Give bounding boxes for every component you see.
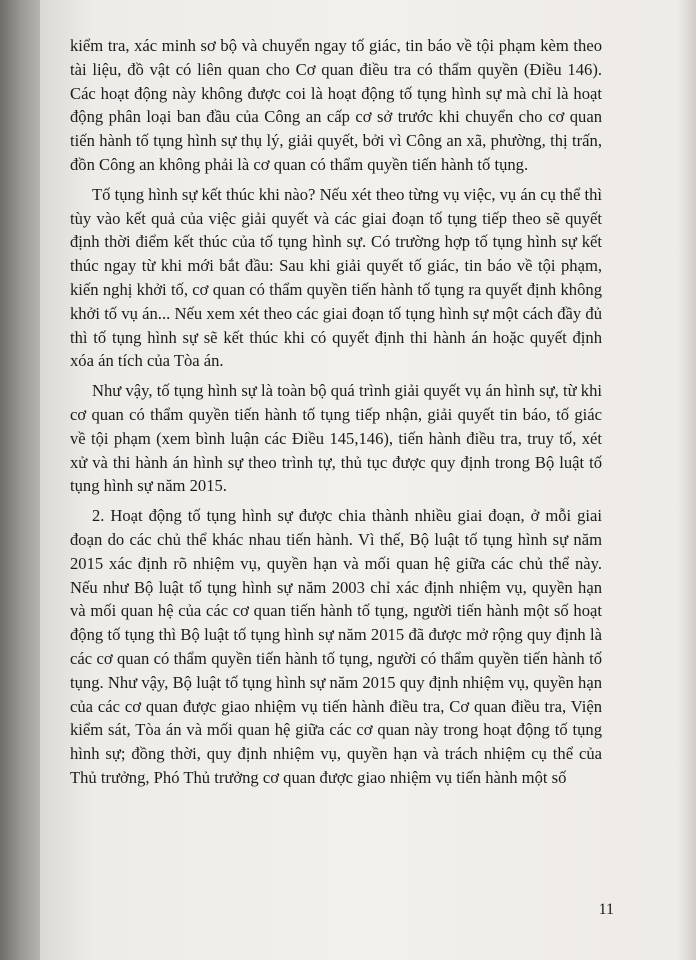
paragraph-definition-summary: Như vậy, tố tụng hình sự là toàn bộ quá trình giải quyết vụ án hình sự, từ khi cơ quan có thẩm quyền tiến hành tố tụng tiếp nhận, giải quyết tin báo, tố giác về tội phạm (xem bình luận các Điều 145,146), tiến hành điều tra, truy tố, xét xử và thi hành án hình sự theo trình tự, thủ tục được quy định trong Bộ luật tố tụng hình sự năm 2015. — [70, 381, 602, 496]
paragraph-continuation: kiểm tra, xác minh sơ bộ và chuyển ngay tố giác, tin báo về tội phạm kèm theo tài liệu, đồ vật có liên quan cho Cơ quan điều tra có thẩm quyền (Điều 146). Các hoạt động này không được coi là hoạt động tố tụng hình sự mà chỉ là hoạt động phân loại ban đầu của Công an cấp cơ sở trước khi chuyển cho cơ quan tiến hành tố tụng hình sự thụ lý, giải quyết, bởi vì Công an xã, phường, thị trấn, đồn Công an không phải là cơ quan có thẩm quyền tiến hành tố tụng. — [70, 36, 602, 174]
paragraph-end-of-proceedings: Tố tụng hình sự kết thúc khi nào? Nếu xét theo từng vụ việc, vụ án cụ thể thì tùy vào kết quả của việc giải quyết và các giai đoạn tố tụng tiếp theo sẽ quyết định thời điểm kết thúc của tố tụng hình sự. Có trường hợp tố tụng hình sự kết thúc ngay từ khi mới bắt đầu: Sau khi giải quyết tố giác, tin báo về tội phạm, kiến nghị khởi tố, cơ quan có thẩm quyền tiến hành tố tụng ra quyết định không khởi tố vụ án... Nếu xem xét theo các giai đoạn tố tụng hình sự một cách đầy đủ thì tố tụng hình sự sẽ kết thúc khi có quyết định thi hành án hoặc quyết định xóa án tích của Tòa án. — [70, 184, 602, 371]
page-body-text — [70, 34, 602, 796]
page-edge-shadow — [678, 0, 696, 960]
paragraph-point-2: 2. Hoạt động tố tụng hình sự được chia thành nhiều giai đoạn, ở mỗi giai đoạn do các chủ thể khác nhau tiến hành. Vì thế, Bộ luật tố tụng hình sự năm 2015 xác định rõ nhiệm vụ, quyền hạn và mối quan hệ giữa các chủ thể này. Nếu như Bộ luật tố tụng hình sự năm 2003 chỉ xác định nhiệm vụ, quyền hạn và mối quan hệ của các cơ quan tiến hành tố tụng, người tiến hành một số hoạt động tố tụng thì Bộ luật tố tụng hình sự năm 2015 đã được mở rộng quy định là các cơ quan có thẩm quyền tiến hành tố tụng, người có thẩm quyền tiến hành tố tụng. Như vậy, Bộ luật tố tụng hình sự năm 2015 quy định nhiệm vụ, quyền hạn của các cơ quan được giao nhiệm vụ tiến hành điều tra, Cơ quan điều tra, Viện kiểm sát, Tòa án và mối quan hệ giữa các cơ quan này trong hoạt động tố tụng hình sự; đồng thời, quy định nhiệm vụ, quyền hạn và trách nhiệm cụ thể của Thủ trưởng, Phó Thủ trưởng cơ quan được giao nhiệm vụ tiến hành một số — [70, 506, 602, 787]
page-number: 11 — [598, 901, 614, 918]
